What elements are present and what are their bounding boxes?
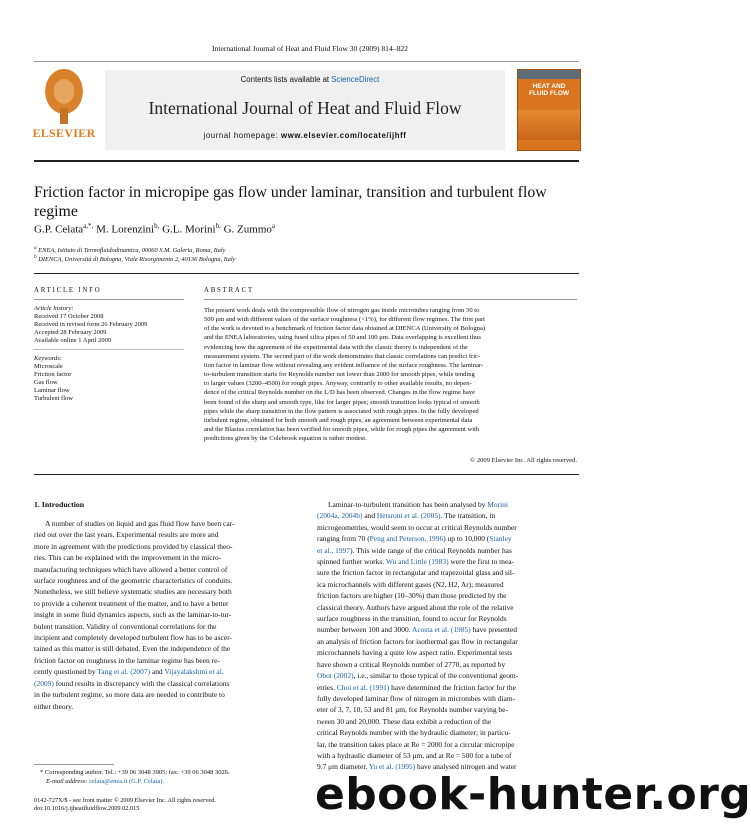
citation-link[interactable]: (2004a, 2004b) [317, 511, 363, 521]
corresponding-author-note: * Corresponding author. Tel.: +39 06 3048 3905; fax: +39 06 3048 3026. [40, 769, 230, 776]
author-superscript: a,*, [83, 222, 94, 230]
watermark: ebook-hunter.org [315, 769, 751, 820]
abstract-line: to-turbulent transition starts for Reynolds number not lower than 2000 for smooth pipes, while tending [204, 371, 475, 379]
affiliation-a: $^a$ ENEA, Istituto di Termofluidodinamica, 00060 S.M. Galeria, Roma, Italy [34, 245, 226, 255]
author-name: G.P. Celata [34, 223, 84, 236]
intro-left-column [34, 518, 300, 712]
body-line: manufacturing techniques which have allowed a better control of [34, 564, 228, 574]
keyword-item: Turbulent flow [34, 395, 73, 402]
body-line: microgeometries, would seem to occur at critical Reynolds number [317, 522, 517, 532]
article-info-label: ARTICLE INFO [34, 287, 102, 294]
article-info-rule [34, 299, 184, 300]
history-item: Accepted 28 February 2009 [34, 329, 107, 336]
citation-link[interactable]: Stanley [489, 534, 512, 544]
body-line: lar, the transition takes place at Re = 2000 for a circular micropipe [317, 739, 515, 749]
publisher-logo [30, 68, 98, 146]
journal-title: International Journal of Heat and Fluid Flow [148, 98, 462, 118]
abstract-line: turbulent regime, obtained for both smooth and rough pipes, an agreement between experimental data [204, 416, 473, 424]
body-line: etries. Choi et al. (1991) have determined the friction factor for the [317, 682, 516, 692]
history-item: Available online 1 April 2009 [34, 337, 112, 344]
abstract-label: ABSTRACT [204, 287, 254, 294]
section-heading: 1. Introduction [34, 500, 85, 509]
contents-line [110, 75, 510, 84]
article-history [34, 305, 194, 345]
citation-link[interactable]: Vijayalakshmi et al. [164, 667, 224, 677]
keyword-item: Gas flow [34, 379, 58, 386]
abstract-line: tion factor in laminar flow without revealing any evident influence of the surface roughness. The laminar- [204, 361, 484, 369]
affiliation-b: $^b$ DIENCA, Università di Bologna, Viale Risorgimento 2, 40136 Bologna, Italy [34, 254, 236, 264]
citation-link[interactable]: Yu et al. (1995) [368, 762, 416, 772]
keywords-label: Keywords: [34, 355, 62, 362]
body-line: have shown a critical Reynolds number of 2770, as reported by [317, 659, 506, 669]
body-line: friction factor on roughness in the laminar regime has been re- [34, 655, 220, 665]
body-line: with a hydraulic diameter of 53 μm, and at Re = 500 for a tube of [317, 750, 512, 760]
body-line: ries. This can be explained with the improvement in the micro- [34, 553, 222, 563]
abstract-line: 500 μm and with different values of the surface roughness (<1%), for different flow regimes. The first part [204, 316, 485, 324]
footnote [34, 769, 230, 786]
abstract-end-rule [34, 474, 579, 475]
copyright-line: © 2009 Elsevier Inc. All rights reserved. [470, 457, 577, 464]
email-note [34, 778, 230, 787]
affiliation-a-text: ENEA, Istituto di Termofluidodinamica, 00060 S.M. Galeria, Roma, Italy [38, 247, 226, 255]
title-block-rule [34, 273, 579, 274]
body-line: microchannels having a quite low aspect ratio. Experimental tests [317, 648, 513, 658]
body-line: in the turbulent regime, so more data are needed to contribute to [34, 690, 225, 700]
abstract-line: The present work deals with the compressible flow of nitrogen gas inside microtubes ranging from 30 to [204, 307, 480, 314]
homepage-prefix: journal homepage: [203, 131, 282, 140]
homepage-url[interactable]: www.elsevier.com/locate/ijhff [281, 131, 407, 140]
abstract-line: and the ENEA laboratories, using fused silica pipes of 50 and 100 μm. Data overlapping is excellent thus [204, 334, 481, 342]
header-rule-top [34, 61, 579, 62]
body-line: an analysis of friction factors for isothermal gas flow in rectangular [317, 636, 518, 646]
body-line: surface roughness and of the geometric characteristics of conduits. [34, 576, 233, 586]
history-item: Received 17 October 2008 [34, 313, 104, 320]
body-line: insight in some fluid dynamics aspects, such as the laminar-to-tur- [34, 610, 232, 620]
body-line: more in agreement with the predictions provided by classical theo- [34, 541, 233, 551]
citation-link[interactable]: Acosta et al. (1985) [412, 625, 471, 635]
abstract-line: to larger values (3200–4500) for rough pipes. Anyway, contrarily to other available results, no depen- [204, 380, 472, 388]
abstract-line: evidencing how the agreement of the experimental data with the classic theory is independent of the [204, 343, 468, 351]
body-line: A number of studies on liquid and gas fluid flow have been car- [45, 519, 235, 528]
contents-prefix: Contents lists available at [240, 75, 332, 84]
body-line: friction factors are higher (10–30%) than those predicted by the [317, 591, 507, 601]
author-superscript: a [271, 222, 275, 230]
abstract-rule [204, 299, 577, 300]
body-line: ried out over the last years. Experimental results are more and [34, 530, 219, 540]
history-label: Article history: [34, 305, 74, 312]
abstract-line: been found of the sharp and smooth type, like for larger pipes; smooth transition looks typical of smooth [204, 398, 480, 406]
footnote-rule [34, 764, 114, 765]
doi-line: doi:10.1016/j.ijheatfluidflow.2009.02.015 [34, 805, 140, 813]
abstract-line: of the work is devoted to a benchmark of friction factor data obtained at DIENCA (University of Bologna) [204, 325, 486, 333]
journal-homepage [105, 131, 505, 140]
keywords-rule [34, 349, 184, 350]
author-name: G. Zummo [223, 223, 272, 236]
keyword-item: Friction factor [34, 371, 72, 378]
affiliation-b-text: DIENCA, Università di Bologna, Viale Risorgimento 2, 40136 Bologna, Italy [38, 256, 236, 264]
cover-title: HEAT AND FLUID FLOW [528, 83, 570, 97]
citation-link[interactable]: Choi et al. (1991) [336, 682, 390, 692]
body-line: eter of 3, 7, 10, 53 and 81 μm, for Reynolds number varying be- [317, 705, 508, 715]
author-name: M. Lorenzini [96, 223, 155, 236]
citation-link[interactable]: Wu and Little (1983) [385, 557, 449, 567]
abstract-text [204, 306, 577, 443]
body-line: bulent transition. Validity of conventional correlations for the [34, 621, 217, 631]
abstract-line: dence of the critical Reynolds number on the L/D has been observed. Changes in the flow regime have [204, 389, 475, 397]
history-item: Received in revised form 26 February 2009 [34, 321, 148, 328]
body-line: critical Reynolds number with the hydraulic diameter; in particu- [317, 728, 511, 738]
running-head: International Journal of Heat and Fluid Flow 30 (2009) 814–822 [212, 44, 408, 53]
body-line: Obot (2002), i.e., similar to those typical of the conventional geom- [317, 671, 519, 681]
abstract-line: pipes while the sharp transition in the flow pattern is associated with rough pipes. In the fully developed [204, 407, 479, 415]
abstract-line: and the Blasius correlation has been verified for smooth pipes, while for rough pipes the agreement with [204, 426, 480, 434]
body-line: (2004a, 2004b) and Hetsroni et al. (2005). The transition, in [317, 511, 496, 521]
body-line: either theory. [34, 701, 74, 711]
body-line: cently questioned by Tang et al. (2007) and Vijayalakshmi et al. [34, 667, 224, 677]
journal-cover-image [517, 69, 581, 151]
body-line: Nonetheless, we still believe systematic studies are necessary both [34, 587, 232, 597]
author-list [34, 222, 574, 236]
body-line: to provide a coherent treatment of the matter, and to have a better [34, 598, 229, 608]
body-line: classical theory. Authors have argued about the role of the relative [317, 602, 514, 612]
issn-line: 0142-727X/$ - see front matter © 2009 Elsevier Inc. All rights reserved. [34, 797, 216, 804]
cover-band [518, 110, 580, 140]
email-label: E-mail address: [46, 777, 90, 785]
keyword-item: Laminar flow [34, 387, 70, 394]
intro-right-column [317, 499, 577, 773]
abstract-line: predictions given by the Colebrook equation is rather modest. [204, 435, 367, 443]
elsevier-trunk-icon [60, 108, 68, 124]
body-line: incipient and completely developed turbulent flow has to be ascer- [34, 633, 232, 643]
body-line: tween 30 and 20,000. These data exhibit a reduction of the [317, 716, 492, 726]
body-line: et al., 1997). This wide range of the critical Reynolds number has [317, 545, 512, 555]
body-line: fully developed laminar flow of nitrogen in microtubes with diam- [317, 693, 516, 703]
email-link[interactable]: celata@enea.it (G.P. Celata). [89, 777, 165, 785]
citation-link[interactable]: Peng and Peterson, 1996 [369, 534, 444, 544]
author-name: G.L. Morini [162, 223, 216, 236]
abstract-line: measurement system. The second part of the work demonstrates that classic correlations can predict fric- [204, 352, 481, 360]
citation-link[interactable]: (2009) [34, 678, 54, 688]
header-rule-bottom [34, 160, 579, 162]
body-line: Laminar-to-turbulent transition has been analysed by Morini [328, 500, 508, 509]
body-line: tained as this matter is still debated. Even the independence of the [34, 644, 231, 654]
keyword-item: Microscale [34, 363, 63, 370]
citation-link[interactable]: Obot (2002) [317, 671, 354, 681]
body-line: spinned further works. Wu and Little (1983) were the first to mea- [317, 557, 515, 567]
body-line: 9.7 μm diameter. Yu et al. (1995) have analysed nitrogen and water [317, 762, 517, 772]
body-line: ranging from 70 (Peng and Peterson, 1996) up to 10,000 (Stanley [317, 534, 512, 544]
article-title: Friction factor in micropipe gas flow under laminar, transition and turbulent flow regime [34, 184, 547, 220]
body-line: number between 100 and 3000. Acosta et al. (1985) have presented [317, 625, 517, 635]
sciencedirect-link[interactable]: ScienceDirect [331, 75, 380, 84]
publisher-wordmark: ELSEVIER [32, 126, 96, 140]
body-line: (2009) found results in discrepancy with the classical correlations [34, 678, 230, 688]
citation-link[interactable]: Morini [487, 500, 508, 509]
footer [34, 797, 216, 813]
author-superscript: b, [154, 222, 160, 230]
citation-link[interactable]: et al., 1997 [317, 545, 351, 555]
body-line: sure the friction factor in rectangular and trapezoidal glass and sil- [317, 568, 515, 578]
body-line: surface roughness in the transition, found to occur for Reynolds [317, 614, 507, 624]
body-line: ica microchannels with different gases (N2, H2, Ar); measured [317, 579, 504, 589]
keywords [34, 355, 194, 403]
citation-link[interactable]: Tang et al. (2007) [97, 667, 151, 677]
cover-top-band [518, 70, 580, 79]
citation-link[interactable]: Hetsroni et al. (2005) [376, 511, 441, 521]
author-superscript: b, [215, 222, 221, 230]
